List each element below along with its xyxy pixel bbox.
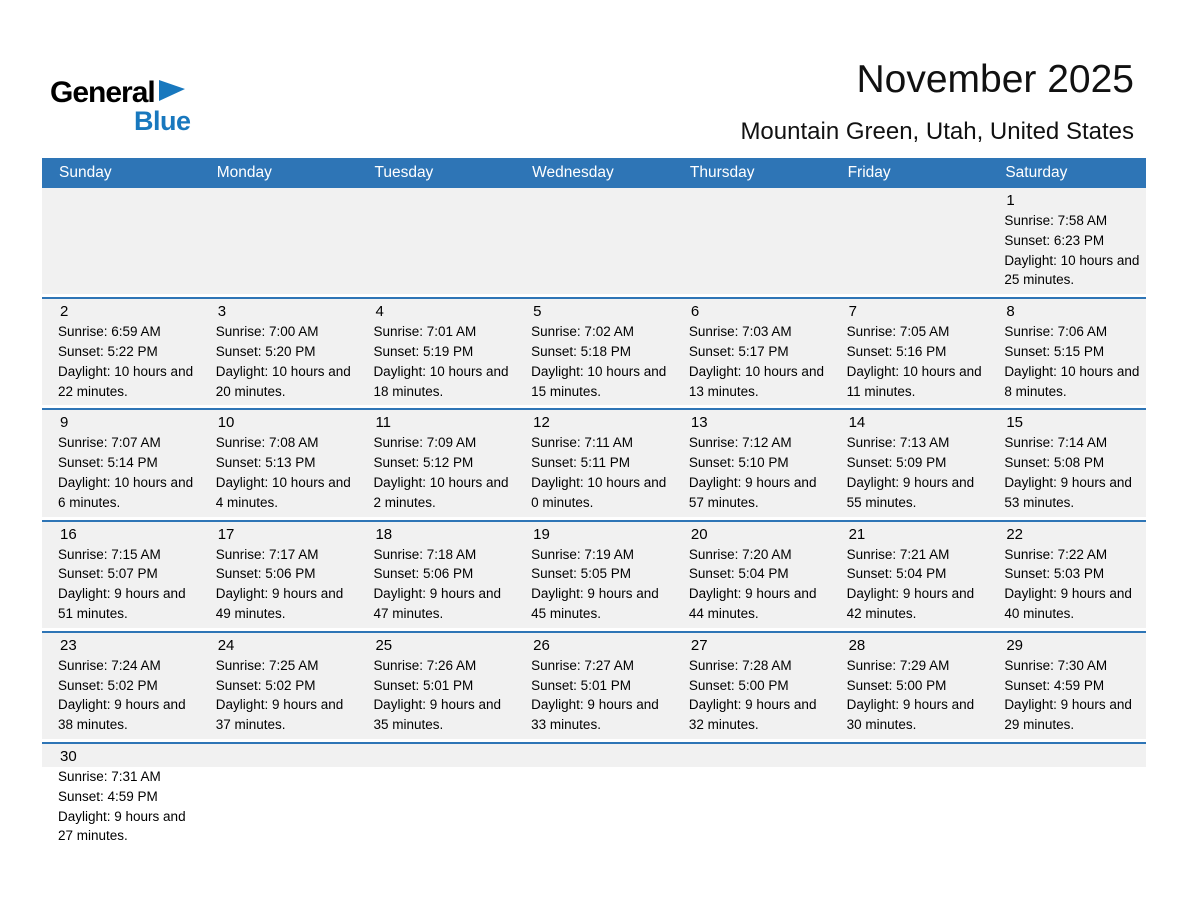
sunrise-text: Sunrise: 7:25 AM (215, 657, 319, 673)
day-cell (988, 188, 1146, 294)
sunrise-text: Sunrise: 7:07 AM (58, 435, 161, 451)
sunrise-text: Sunrise: 7:24 AM (58, 657, 161, 673)
weekday-header-sunday: Sunday (59, 164, 112, 181)
sunrise-text: Sunrise: 7:02 AM (531, 324, 634, 340)
day-number: 11 (375, 414, 392, 432)
day-cell (831, 410, 989, 516)
daylight-text: Daylight: 9 hours and 35 minutes. (373, 697, 502, 733)
daylight-text: Daylight: 10 hours and 8 minutes. (1004, 363, 1140, 399)
sunrise-text: Sunrise: 7:08 AM (215, 435, 319, 451)
day-number: 7 (848, 303, 857, 321)
logo-top-row (50, 78, 191, 108)
daylight-text: Daylight: 10 hours and 11 minutes. (846, 363, 982, 399)
day-cell (357, 633, 515, 739)
sunrise-text: Sunrise: 7:11 AM (531, 435, 633, 451)
sunset-text: Sunset: 5:09 PM (846, 455, 947, 471)
day-cell (515, 522, 673, 628)
daylight-text: Daylight: 9 hours and 47 minutes. (373, 586, 502, 621)
sunset-text: Sunset: 5:04 PM (688, 566, 789, 582)
sunrise-text: Sunrise: 7:30 AM (1004, 657, 1108, 673)
day-cell (831, 522, 989, 628)
week-row (42, 520, 1146, 628)
day-cell (42, 410, 200, 516)
daylight-text: Daylight: 9 hours and 33 minutes. (531, 697, 659, 733)
sunrise-text: Sunrise: 7:28 AM (688, 657, 792, 673)
sunrise-text: Sunrise: 7:58 AM (1004, 213, 1108, 228)
day-cell (42, 744, 200, 850)
empty-cell (988, 744, 1146, 850)
day-cell (200, 633, 358, 739)
day-cell (200, 410, 358, 516)
sunrise-text: Sunrise: 7:13 AM (846, 435, 950, 451)
sunrise-text: Sunrise: 7:17 AM (215, 546, 319, 562)
day-number: 20 (690, 525, 708, 543)
sunset-text: Sunset: 5:13 PM (215, 455, 316, 471)
daylight-text: Daylight: 9 hours and 51 minutes. (58, 586, 186, 621)
daylight-text: Daylight: 9 hours and 42 minutes. (846, 586, 975, 621)
sunrise-text: Sunrise: 7:15 AM (58, 546, 161, 562)
logo-text-general: General (50, 76, 155, 109)
day-cell (673, 410, 831, 516)
day-cell (988, 299, 1146, 405)
sunset-text: Sunset: 5:06 PM (215, 566, 316, 582)
sunset-text: Sunset: 5:00 PM (846, 677, 947, 693)
weekday-header-friday: Friday (847, 164, 891, 181)
sunset-text: Sunset: 5:14 PM (58, 455, 158, 471)
daylight-text: Daylight: 10 hours and 2 minutes. (373, 474, 509, 510)
day-number: 12 (533, 414, 550, 432)
day-cell (988, 522, 1146, 628)
day-number: 3 (217, 303, 227, 321)
sunrise-text: Sunrise: 7:26 AM (373, 657, 477, 673)
sunrise-text: Sunrise: 7:22 AM (1004, 546, 1108, 562)
sunset-text: Sunset: 5:12 PM (373, 455, 474, 471)
day-cell (673, 522, 831, 628)
day-cell (831, 299, 989, 405)
weekday-header-saturday: Saturday (1005, 164, 1068, 181)
sunset-text: Sunset: 5:08 PM (1004, 455, 1105, 471)
sunset-text: Sunset: 5:04 PM (846, 566, 947, 582)
day-number: 1 (1006, 192, 1015, 209)
day-number: 16 (60, 525, 77, 543)
day-cell (673, 633, 831, 739)
calendar-grid (42, 188, 1146, 850)
sunset-text: Sunset: 5:22 PM (58, 343, 158, 359)
day-number: 6 (690, 303, 700, 321)
daylight-text: Daylight: 10 hours and 18 minutes. (373, 363, 509, 399)
daylight-text: Daylight: 9 hours and 53 minutes. (1004, 474, 1132, 510)
daylight-text: Daylight: 9 hours and 40 minutes. (1004, 586, 1132, 621)
day-number: 25 (375, 636, 393, 654)
sunrise-text: Sunrise: 6:59 AM (58, 324, 161, 340)
day-cell (515, 410, 673, 516)
sunrise-text: Sunrise: 7:20 AM (688, 546, 792, 562)
day-number: 8 (1006, 303, 1015, 321)
day-number: 9 (60, 414, 69, 432)
day-cell (42, 522, 200, 628)
day-number: 13 (690, 414, 708, 432)
empty-cell (42, 188, 200, 294)
daylight-text: Daylight: 9 hours and 27 minutes. (58, 808, 186, 844)
week-row (42, 188, 1146, 294)
day-cell (515, 299, 673, 405)
sunset-text: Sunset: 5:10 PM (688, 455, 789, 471)
daylight-text: Daylight: 9 hours and 49 minutes. (215, 586, 344, 621)
day-number: 22 (1006, 525, 1023, 543)
empty-cell (673, 744, 831, 850)
daylight-text: Daylight: 9 hours and 45 minutes. (531, 586, 659, 621)
sunset-text: Sunset: 4:59 PM (58, 788, 158, 804)
sunrise-text: Sunrise: 7:19 AM (531, 546, 634, 562)
sunset-text: Sunset: 5:02 PM (215, 677, 316, 693)
week-row (42, 408, 1146, 516)
day-number: 15 (1006, 414, 1023, 432)
sunset-text: Sunset: 5:11 PM (531, 455, 630, 471)
daylight-text: Daylight: 9 hours and 38 minutes. (58, 697, 186, 733)
sunset-text: Sunset: 5:16 PM (846, 343, 947, 359)
week-row (42, 297, 1146, 405)
sunrise-text: Sunrise: 7:00 AM (215, 324, 319, 340)
daylight-text: Daylight: 10 hours and 25 minutes. (1004, 252, 1140, 288)
day-number: 27 (690, 636, 708, 654)
sunrise-text: Sunrise: 7:31 AM (58, 768, 161, 784)
daylight-text: Daylight: 10 hours and 15 minutes. (531, 363, 667, 399)
day-number: 23 (60, 636, 77, 654)
daylight-text: Daylight: 10 hours and 4 minutes. (215, 474, 351, 510)
sunrise-text: Sunrise: 7:06 AM (1004, 324, 1108, 340)
day-number: 5 (533, 303, 542, 321)
daylight-text: Daylight: 9 hours and 29 minutes. (1004, 697, 1132, 733)
day-number: 4 (375, 303, 384, 321)
calendar-header-text (740, 58, 1134, 146)
day-number: 21 (848, 525, 866, 543)
day-cell (831, 633, 989, 739)
sunset-text: Sunset: 4:59 PM (1004, 677, 1105, 693)
daylight-text: Daylight: 10 hours and 6 minutes. (58, 474, 194, 510)
daylight-text: Daylight: 10 hours and 22 minutes. (58, 363, 194, 399)
day-number: 28 (848, 636, 866, 654)
weekday-header-tuesday: Tuesday (374, 164, 434, 181)
sunrise-text: Sunrise: 7:09 AM (373, 435, 477, 451)
sunset-text: Sunset: 5:06 PM (373, 566, 474, 582)
day-cell (988, 633, 1146, 739)
weekday-header-thursday: Thursday (689, 164, 755, 181)
empty-cell (515, 744, 673, 850)
empty-cell (831, 188, 989, 294)
day-number: 26 (533, 636, 550, 654)
logo-triangle-icon (158, 79, 185, 102)
sunrise-text: Sunrise: 7:01 AM (373, 324, 477, 340)
general-blue-logo (50, 78, 191, 135)
sunset-text: Sunset: 5:02 PM (58, 677, 158, 693)
sunset-text: Sunset: 5:17 PM (688, 343, 789, 359)
sunrise-text: Sunrise: 7:03 AM (688, 324, 792, 340)
empty-cell (831, 744, 989, 850)
daylight-text: Daylight: 9 hours and 32 minutes. (688, 697, 817, 733)
sunset-text: Sunset: 5:03 PM (1004, 566, 1105, 582)
empty-cell (357, 188, 515, 294)
day-cell (673, 299, 831, 405)
daylight-text: Daylight: 10 hours and 0 minutes. (531, 474, 667, 510)
sunset-text: Sunset: 5:05 PM (531, 566, 631, 582)
empty-cell (673, 188, 831, 294)
daylight-text: Daylight: 9 hours and 55 minutes. (846, 474, 975, 510)
calendar-table (42, 158, 1146, 850)
location-subtitle: Mountain Green, Utah, United States (740, 117, 1134, 145)
day-number: 14 (848, 414, 866, 432)
day-number: 30 (60, 747, 77, 765)
sunset-text: Sunset: 5:07 PM (58, 566, 158, 582)
sunrise-text: Sunrise: 7:05 AM (846, 324, 950, 340)
day-number: 24 (217, 636, 235, 654)
day-cell (42, 633, 200, 739)
day-cell (357, 522, 515, 628)
day-number: 18 (375, 525, 393, 543)
logo-text-blue: Blue (134, 106, 191, 136)
day-number: 10 (217, 414, 235, 432)
empty-cell (515, 188, 673, 294)
day-number: 29 (1006, 636, 1023, 654)
day-cell (200, 522, 358, 628)
month-title: November 2025 (856, 58, 1134, 101)
day-cell (988, 410, 1146, 516)
sunrise-text: Sunrise: 7:21 AM (846, 546, 950, 562)
daylight-text: Daylight: 9 hours and 37 minutes. (215, 697, 344, 733)
sunset-text: Sunset: 5:15 PM (1004, 343, 1105, 359)
day-cell (357, 410, 515, 516)
week-row (42, 631, 1146, 739)
sunset-text: Sunset: 5:19 PM (373, 343, 474, 359)
sunrise-text: Sunrise: 7:18 AM (373, 546, 477, 562)
sunrise-text: Sunrise: 7:12 AM (688, 435, 792, 451)
day-cell (357, 299, 515, 405)
weekday-header-monday: Monday (216, 164, 272, 181)
sunset-text: Sunset: 5:20 PM (215, 343, 316, 359)
daylight-text: Daylight: 10 hours and 20 minutes. (215, 363, 351, 399)
day-cell (42, 299, 200, 405)
sunrise-text: Sunrise: 7:27 AM (531, 657, 634, 673)
empty-cell (357, 744, 515, 850)
sunrise-text: Sunrise: 7:14 AM (1004, 435, 1108, 451)
sunset-text: Sunset: 5:18 PM (531, 343, 631, 359)
daylight-text: Daylight: 9 hours and 30 minutes. (846, 697, 975, 733)
weekday-header-row (42, 158, 1146, 188)
weekday-header-wednesday: Wednesday (532, 164, 614, 181)
day-number: 2 (60, 303, 69, 321)
sunrise-text: Sunrise: 7:29 AM (846, 657, 950, 673)
daylight-text: Daylight: 10 hours and 13 minutes. (688, 363, 824, 399)
day-number: 17 (217, 525, 235, 543)
sunset-text: Sunset: 6:23 PM (1004, 232, 1105, 248)
daylight-text: Daylight: 9 hours and 44 minutes. (688, 586, 817, 621)
week-row (42, 742, 1146, 850)
daylight-text: Daylight: 9 hours and 57 minutes. (688, 474, 817, 510)
empty-cell (200, 744, 358, 850)
day-number: 19 (533, 525, 550, 543)
sunset-text: Sunset: 5:01 PM (531, 677, 631, 693)
empty-cell (200, 188, 358, 294)
day-cell (200, 299, 358, 405)
sunset-text: Sunset: 5:01 PM (373, 677, 474, 693)
sunset-text: Sunset: 5:00 PM (688, 677, 789, 693)
day-cell (515, 633, 673, 739)
